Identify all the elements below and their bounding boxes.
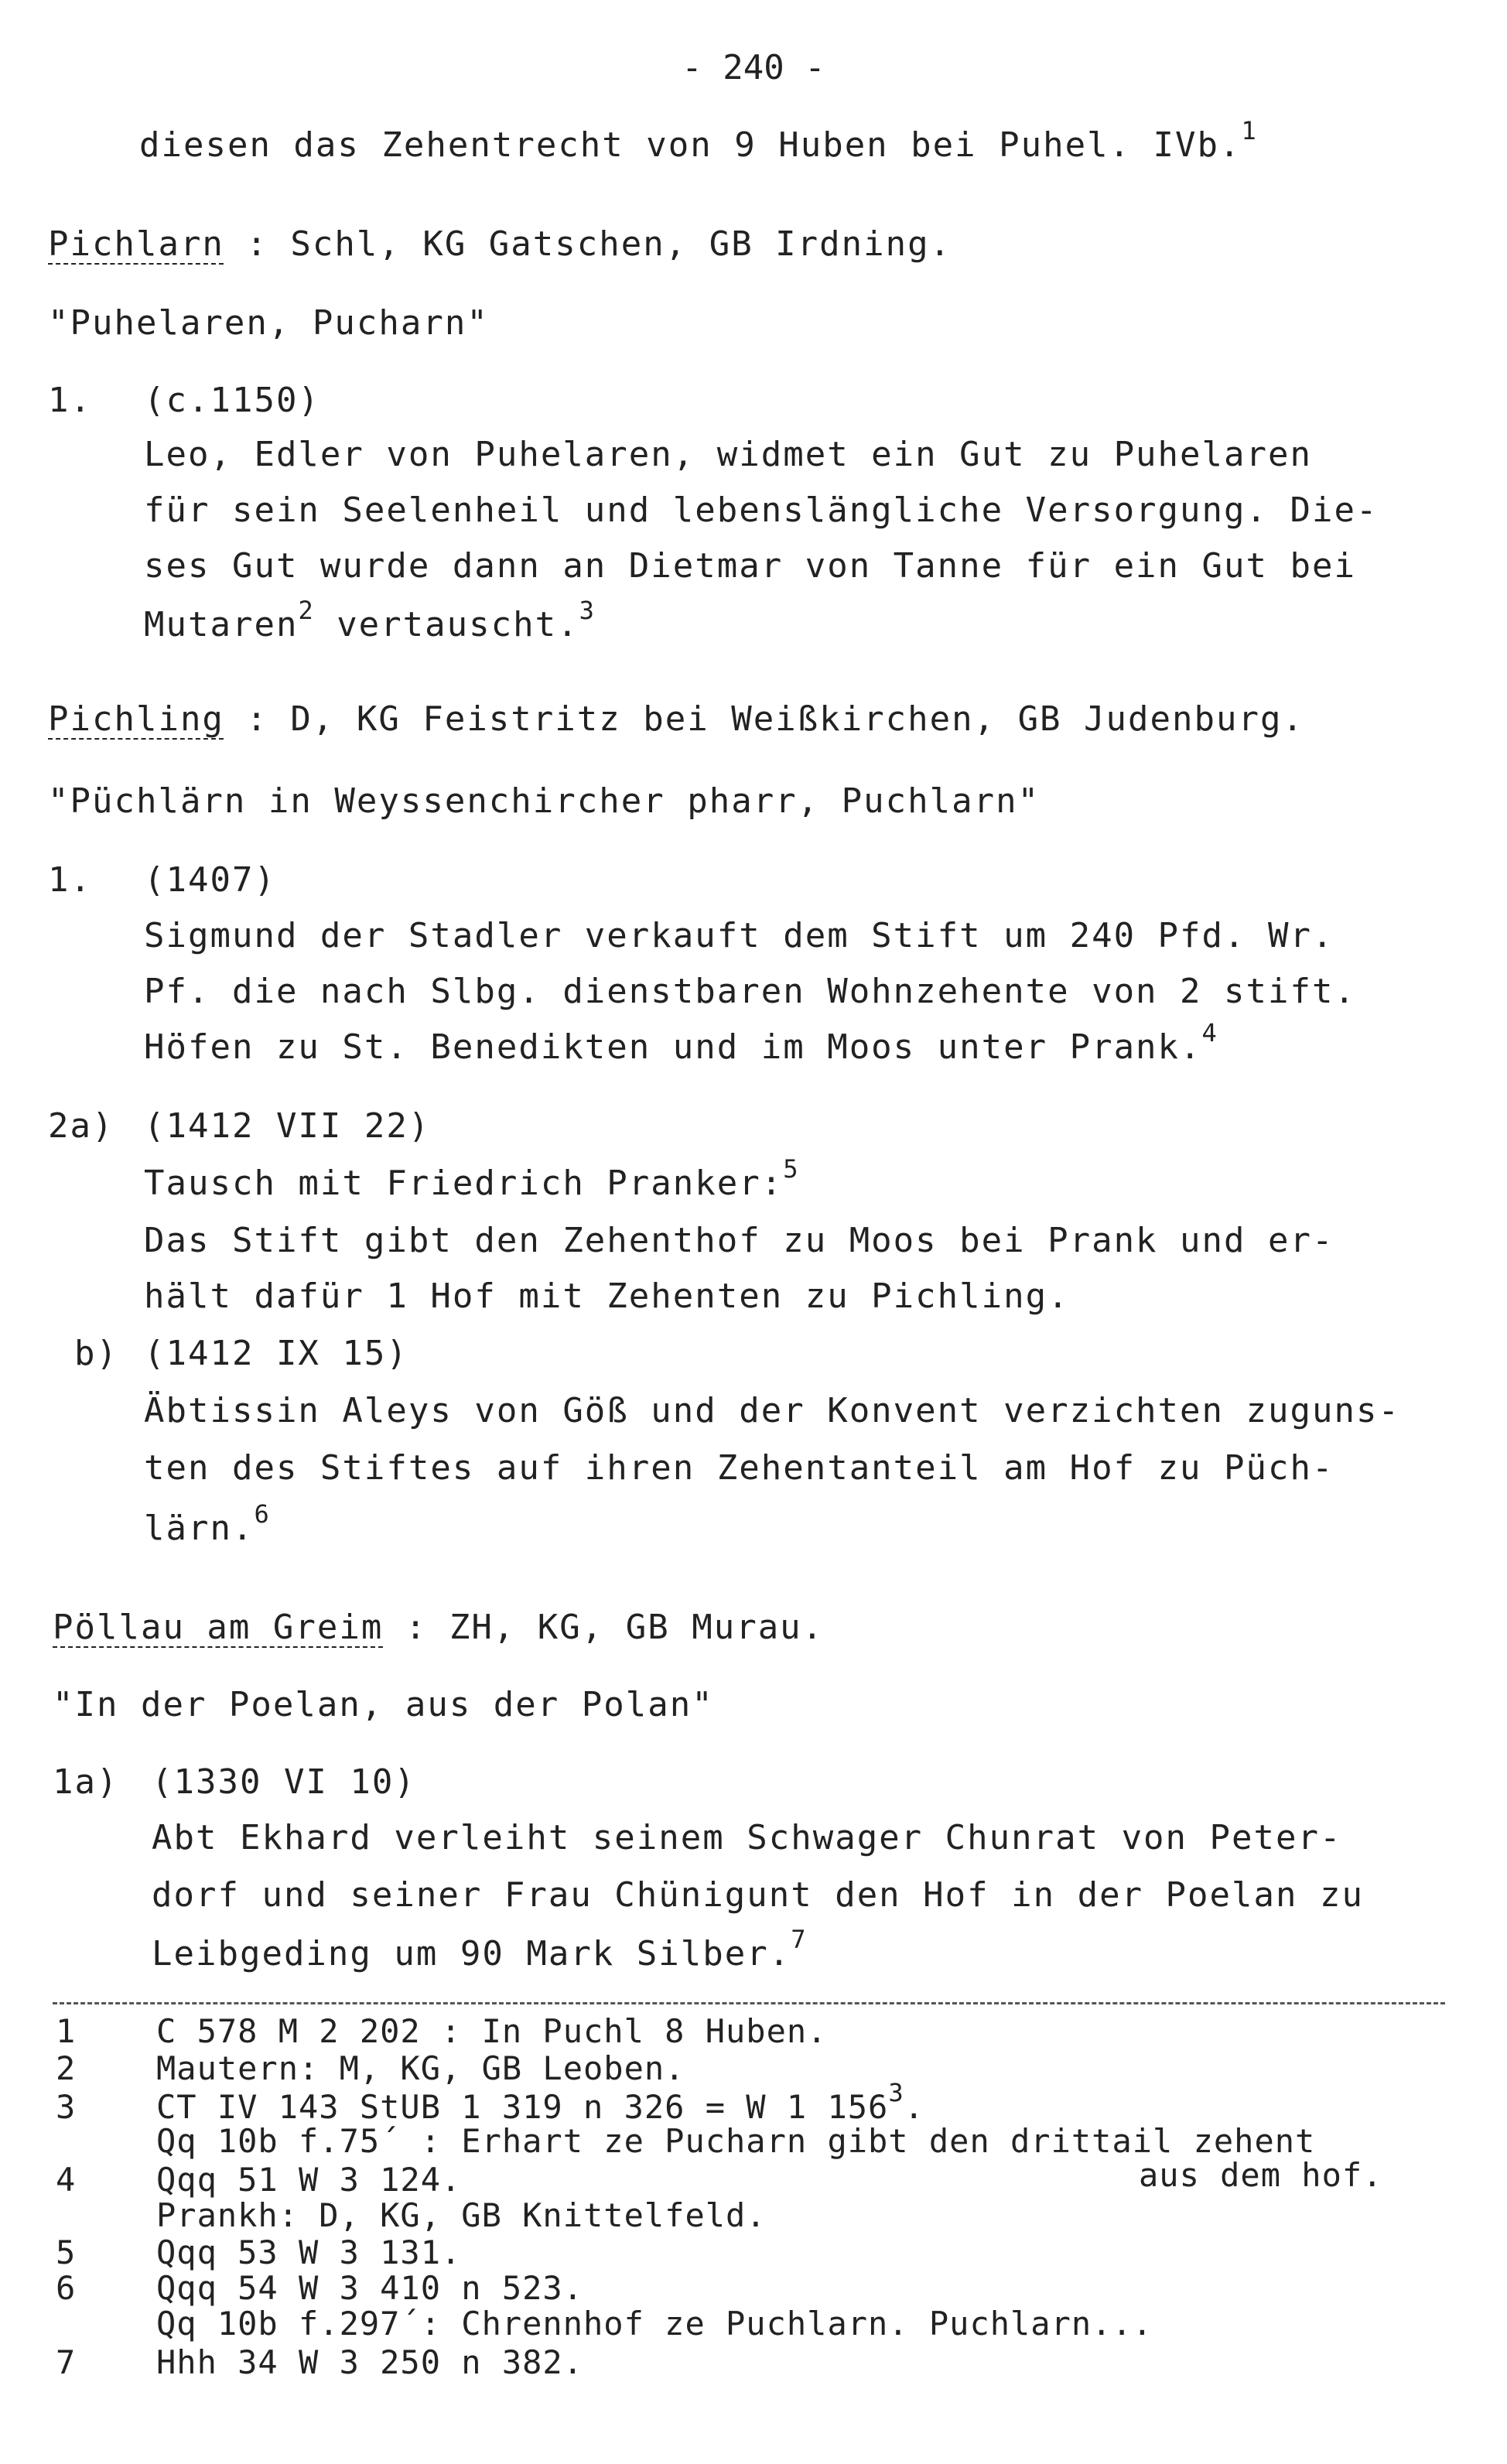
entry-text-line: Mutaren$^2$ vertauscht.$^3$ — [144, 596, 596, 644]
footnote-number: 5 — [56, 2233, 76, 2271]
entry-text-line: Abt Ekhard verleiht seinem Schwager Chunrat von Peter- — [152, 1818, 1342, 1857]
place-quote: "Püchlärn in Weyssenchircher pharr, Puchlarn" — [48, 781, 1041, 821]
entry-text-line: für sein Seelenheil und lebenslängliche Versorgung. Die- — [144, 490, 1379, 530]
footnote-number: 2 — [56, 2049, 76, 2087]
entry-text-line: Leibgeding um 90 Mark Silber.$^7$ — [152, 1925, 808, 1974]
entry-text-line: Pf. die nach Slbg. dienstbaren Wohnzehente von 2 stift. — [144, 972, 1356, 1011]
entry-number: 2a) — [48, 1106, 114, 1146]
footnote-ref: 5 — [783, 1154, 800, 1184]
entry-text-line: Höfen zu St. Benedikten und im Moos unter Prank.$^4$ — [144, 1018, 1218, 1067]
footnote-text: Qqq 54 W 3 410 n 523. — [156, 2269, 584, 2307]
entry-date: (1412 IX 15) — [144, 1334, 408, 1373]
entry-text-line: ten des Stiftes auf ihren Zehentanteil am Hof zu Püch- — [144, 1448, 1334, 1488]
entry-number: 1. — [48, 381, 92, 420]
footnote-ref: 2 — [298, 596, 315, 625]
entry-number: b) — [74, 1334, 118, 1373]
footnote-ref: 3 — [888, 2078, 904, 2107]
entry-text-line: Leo, Edler von Puhelaren, widmet ein Gut zu Puhelaren — [144, 435, 1312, 474]
footnote-number: 4 — [56, 2161, 76, 2199]
entry-date: (c.1150) — [144, 381, 320, 420]
footnote-ref: 1 — [1241, 116, 1258, 145]
intro-line: diesen das Zehentrecht von 9 Huben bei Puhel. IVb.$^1$ — [139, 116, 1258, 165]
entry-text-line: ses Gut wurde dann an Dietmar von Tanne für ein Gut bei — [144, 546, 1356, 586]
footnote-number: 6 — [56, 2269, 76, 2307]
place-quote: "Puhelaren, Pucharn" — [48, 303, 489, 343]
footnote-ref: 7 — [791, 1925, 808, 1954]
entry-text-line: Tausch mit Friedrich Pranker:$^5$ — [144, 1154, 800, 1203]
entry-header-poellau: Pöllau am Greim : ZH, KG, GB Murau. — [53, 1608, 825, 1647]
place-quote: "In der Poelan, aus der Polan" — [53, 1685, 714, 1724]
footnote-text: Mautern: M, KG, GB Leoben. — [156, 2049, 685, 2087]
entry-date: (1407) — [144, 860, 276, 900]
footnote-text: CT IV 143 StUB 1 319 n 326 = W 1 $156^3$. — [156, 2078, 924, 2126]
footnote-number: 1 — [56, 2012, 76, 2050]
footnote-ref: 3 — [579, 596, 596, 625]
place-name: Pichling — [48, 699, 224, 739]
entry-date: (1412 VII 22) — [144, 1106, 431, 1146]
footnote-number: 7 — [56, 2343, 76, 2381]
entry-header-pichling: Pichling : D, KG Feistritz bei Weißkirchen, GB Judenburg. — [48, 699, 1304, 739]
footnote-ref: 6 — [254, 1499, 271, 1529]
entry-date: (1330 VI 10) — [152, 1762, 416, 1802]
entry-text-line: dorf und seiner Frau Chünigunt den Hof in der Poelan zu — [152, 1875, 1364, 1915]
footnote-text: Hhh 34 W 3 250 n 382. — [156, 2343, 584, 2381]
place-name: Pöllau am Greim — [53, 1608, 384, 1647]
footnote-text: C 578 M 2 202 : In Puchl 8 Huben. — [156, 2012, 828, 2050]
footnote-ref: 4 — [1201, 1018, 1218, 1047]
entry-text-line: Sigmund der Stadler verkauft dem Stift um 240 Pfd. Wr. — [144, 916, 1334, 955]
footnote-text: Prankh: D, KG, GB Knittelfeld. — [156, 2196, 767, 2234]
footnote-number: 3 — [56, 2088, 76, 2126]
place-name: Pichlarn — [48, 224, 224, 264]
footnote-text: Qq 10b f.75´ : Erhart ze Pucharn gibt den drittail zehent — [156, 2122, 1316, 2160]
page-number: - 240 - — [682, 48, 825, 87]
entry-number: 1. — [48, 860, 92, 900]
entry-text-line: Das Stift gibt den Zehenthof zu Moos bei Prank und er- — [144, 1221, 1334, 1260]
entry-header-pichlarn: Pichlarn : Schl, KG Gatschen, GB Irdning. — [48, 224, 952, 264]
entry-number: 1a) — [53, 1762, 119, 1802]
entry-text-line: lärn.$^6$ — [144, 1499, 271, 1548]
entry-text-line: Äbtissin Aleys von Göß und der Konvent verzichten zuguns- — [144, 1391, 1400, 1430]
footnote-text: Qq 10b f.297´: Chrennhof ze Puchlarn. Puchlarn... — [156, 2305, 1153, 2343]
footnote-separator — [53, 2002, 1445, 2004]
footnote-text: aus dem hof. — [1139, 2156, 1383, 2194]
footnote-text: Qqq 51 W 3 124. — [156, 2161, 462, 2199]
footnote-text: Qqq 53 W 3 131. — [156, 2233, 462, 2271]
entry-text-line: hält dafür 1 Hof mit Zehenten zu Pichling. — [144, 1276, 1070, 1316]
